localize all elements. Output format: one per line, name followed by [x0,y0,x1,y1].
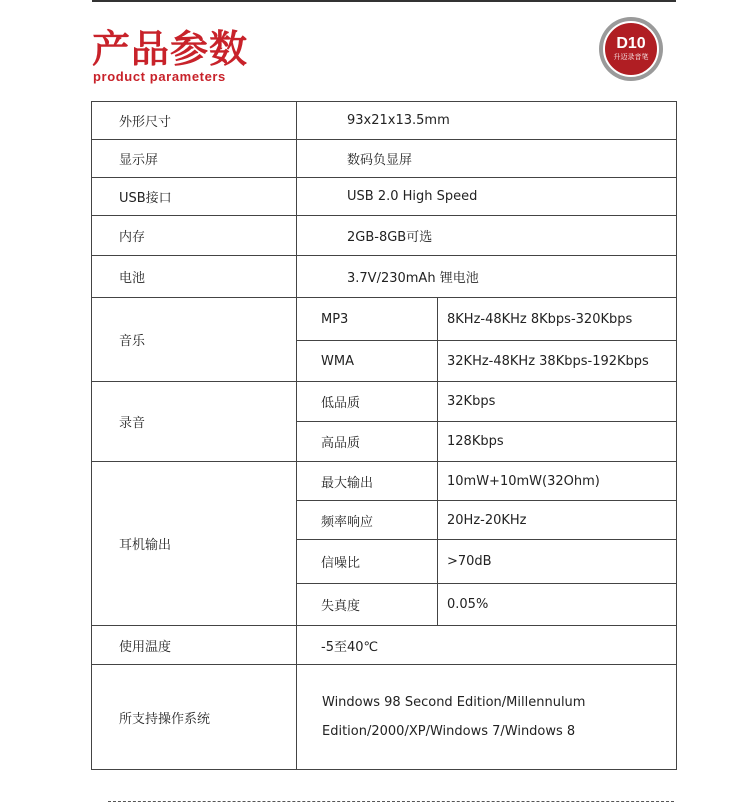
page-title: 产品参数 [92,27,249,71]
page-subtitle: product parameters [93,69,226,84]
table-row [92,626,677,665]
row-label: 耳机输出 [92,462,297,626]
os-line-2: Edition/2000/XP/Windows 7/Windows 8 [322,724,576,739]
os-line-1: Windows 98 Second Edition/Millennulum [322,695,586,710]
row-value: 93x21x13.5mm [297,102,677,140]
row-value: -5至40℃ [297,626,677,665]
sub-label: WMA [297,341,438,382]
row-value: 数码负显屏 [297,140,677,178]
row-label: 音乐 [92,298,297,382]
brand-logo-badge [603,21,659,77]
sub-label: MP3 [297,298,438,341]
sub-label: 高品质 [297,422,438,462]
table-row [92,382,677,422]
row-value: 3.7V/230mAh 锂电池 [297,256,677,298]
row-label: 显示屏 [92,140,297,178]
spec-table [91,101,677,770]
table-row [92,178,677,216]
brand-logo [599,17,663,81]
table-row [92,298,677,341]
row-value: 2GB-8GB可选 [297,216,677,256]
sub-value: 32KHz-48KHz 38Kbps-192Kbps [438,341,677,382]
sub-value: 0.05% [438,584,677,626]
sub-label: 频率响应 [297,501,438,540]
sub-value: 20Hz-20KHz [438,501,677,540]
logo-model-text: D10 [616,35,646,52]
table-row [92,462,677,501]
row-label: 使用温度 [92,626,297,665]
row-label: USB接口 [92,178,297,216]
sub-value: 128Kbps [438,422,677,462]
table-row [92,216,677,256]
row-label: 外形尺寸 [92,102,297,140]
sub-label: 失真度 [297,584,438,626]
top-divider [92,0,676,2]
logo-brand-text: 升迈录音笔 [613,53,649,61]
sub-value: 10mW+10mW(32Ohm) [438,462,677,501]
table-row [92,102,677,140]
sub-label: 最大输出 [297,462,438,501]
row-label: 内存 [92,216,297,256]
row-label: 所支持操作系统 [92,665,297,770]
row-label: 录音 [92,382,297,462]
sub-value: 32Kbps [438,382,677,422]
table-row [92,665,677,770]
sub-label: 低品质 [297,382,438,422]
row-label: 电池 [92,256,297,298]
row-value: USB 2.0 High Speed [297,178,677,216]
row-value [297,665,677,770]
bottom-dashed-divider [108,801,674,802]
sub-value: >70dB [438,540,677,584]
sub-label: 信噪比 [297,540,438,584]
sub-value: 8KHz-48KHz 8Kbps-320Kbps [438,298,677,341]
table-row [92,256,677,298]
table-row [92,140,677,178]
